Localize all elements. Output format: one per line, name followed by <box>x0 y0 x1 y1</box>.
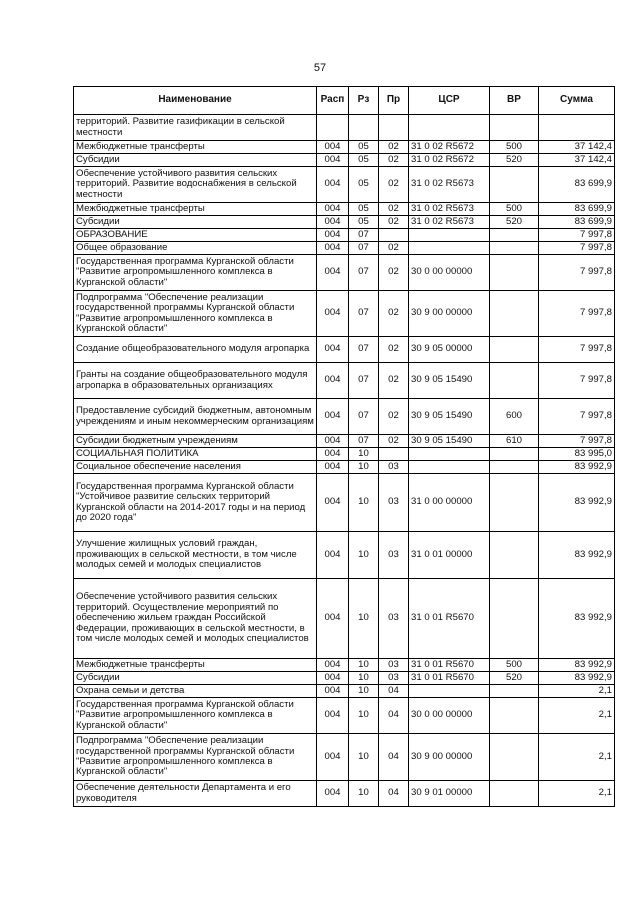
cell-sum: 83 992,9 <box>539 461 615 474</box>
table-row <box>74 115 615 141</box>
cell-name: Государственная программа Курганской области "Развитие агропромышленного комплекса в Курганской области" <box>74 255 317 291</box>
cell-vr: 500 <box>490 141 539 154</box>
cell-pr: 04 <box>379 685 409 698</box>
cell-name: ОБРАЗОВАНИЕ <box>74 229 317 242</box>
cell-sum: 7 997,8 <box>539 242 615 255</box>
cell-name: Общее образование <box>74 242 317 255</box>
cell-sum: 83 995,0 <box>539 448 615 461</box>
cell-name: Субсидии <box>74 672 317 685</box>
cell-name: Субсидии бюджетным учреждениям <box>74 435 317 448</box>
cell-name: Улучшение жилищных условий граждан, проживающих в сельской местности, в том числе молодых семей и молодых специалистов <box>74 532 317 579</box>
cell-vr <box>490 448 539 461</box>
cell-pr: 02 <box>379 242 409 255</box>
cell-csr: 31 0 02 R5673 <box>409 216 490 229</box>
table-row <box>74 255 615 291</box>
cell-pr: 02 <box>379 203 409 216</box>
cell-csr: 30 9 00 00000 <box>409 291 490 337</box>
cell-pr: 02 <box>379 399 409 435</box>
cell-vr <box>490 781 539 807</box>
cell-csr: 31 0 02 R5673 <box>409 203 490 216</box>
cell-name: Государственная программа Курганской области "Устойчивое развитие сельских территорий Курганской области на 2014-2017 годы и на период до 2020 года" <box>74 474 317 532</box>
cell-vr <box>490 532 539 579</box>
cell-vr <box>490 685 539 698</box>
cell-rasp: 004 <box>317 229 349 242</box>
cell-name: Гранты на создание общеобразовательного модуля агропарка в образовательных организациях <box>74 363 317 399</box>
cell-vr <box>490 474 539 532</box>
cell-sum: 7 997,8 <box>539 363 615 399</box>
cell-vr <box>490 734 539 781</box>
table-row <box>74 229 615 242</box>
cell-sum: 2,1 <box>539 698 615 734</box>
cell-csr: 31 0 02 R5672 <box>409 154 490 167</box>
cell-pr: 02 <box>379 255 409 291</box>
cell-rz: 07 <box>349 255 379 291</box>
column-header-csr: ЦСР <box>409 87 490 115</box>
page-number: 57 <box>313 62 327 74</box>
cell-rasp: 004 <box>317 672 349 685</box>
cell-rz: 05 <box>349 141 379 154</box>
table-row <box>74 203 615 216</box>
cell-csr <box>409 229 490 242</box>
cell-rasp: 004 <box>317 167 349 203</box>
cell-name: СОЦИАЛЬНАЯ ПОЛИТИКА <box>74 448 317 461</box>
cell-vr <box>490 461 539 474</box>
cell-vr: 520 <box>490 216 539 229</box>
cell-sum: 83 992,9 <box>539 672 615 685</box>
column-header-rz: Рз <box>349 87 379 115</box>
cell-name: Межбюджетные трансферты <box>74 141 317 154</box>
cell-rasp: 004 <box>317 474 349 532</box>
cell-csr <box>409 115 490 141</box>
column-header-rasp: Расп <box>317 87 349 115</box>
column-header-pr: Пр <box>379 87 409 115</box>
cell-rasp: 004 <box>317 461 349 474</box>
cell-sum: 7 997,8 <box>539 229 615 242</box>
cell-vr: 500 <box>490 659 539 672</box>
table-row <box>74 337 615 363</box>
cell-vr: 610 <box>490 435 539 448</box>
cell-rz: 10 <box>349 781 379 807</box>
cell-vr: 520 <box>490 154 539 167</box>
cell-rz: 10 <box>349 474 379 532</box>
cell-rz: 10 <box>349 448 379 461</box>
cell-vr <box>490 291 539 337</box>
table-row <box>74 781 615 807</box>
cell-rz: 05 <box>349 203 379 216</box>
budget-table <box>73 86 615 807</box>
cell-rasp: 004 <box>317 734 349 781</box>
cell-rasp: 004 <box>317 685 349 698</box>
cell-sum: 83 992,9 <box>539 474 615 532</box>
cell-vr <box>490 115 539 141</box>
cell-csr: 31 0 00 00000 <box>409 474 490 532</box>
cell-name: Обеспечение устойчивого развития сельских территорий. Развитие водоснабжения в сельской местности <box>74 167 317 203</box>
cell-sum: 37 142,4 <box>539 154 615 167</box>
cell-name: Социальное обеспечение населения <box>74 461 317 474</box>
cell-rasp: 004 <box>317 216 349 229</box>
cell-vr <box>490 229 539 242</box>
cell-name: Субсидии <box>74 154 317 167</box>
cell-name: Обеспечение устойчивого развития сельских территорий. Осуществление мероприятий по обеспечению жильем граждан Российской Федерации, проживающих в сельской местности, в том числе молодых семей и молодых специалистов <box>74 579 317 659</box>
cell-pr: 04 <box>379 734 409 781</box>
cell-rasp: 004 <box>317 532 349 579</box>
cell-vr: 500 <box>490 203 539 216</box>
cell-pr: 02 <box>379 435 409 448</box>
cell-rz: 10 <box>349 672 379 685</box>
cell-rasp <box>317 115 349 141</box>
cell-sum: 83 992,9 <box>539 659 615 672</box>
cell-rasp: 004 <box>317 781 349 807</box>
table-row <box>74 579 615 659</box>
table-row <box>74 659 615 672</box>
cell-pr: 03 <box>379 672 409 685</box>
cell-pr: 03 <box>379 532 409 579</box>
table-row <box>74 154 615 167</box>
cell-rz <box>349 115 379 141</box>
cell-csr: 30 9 00 00000 <box>409 734 490 781</box>
cell-sum: 7 997,8 <box>539 435 615 448</box>
cell-rz: 07 <box>349 337 379 363</box>
cell-pr <box>379 229 409 242</box>
cell-sum: 83 699,9 <box>539 167 615 203</box>
cell-rz: 10 <box>349 532 379 579</box>
cell-name: Межбюджетные трансферты <box>74 203 317 216</box>
cell-rz: 10 <box>349 461 379 474</box>
cell-rasp: 004 <box>317 242 349 255</box>
cell-rz: 10 <box>349 579 379 659</box>
table-row <box>74 734 615 781</box>
cell-sum: 83 992,9 <box>539 579 615 659</box>
cell-rasp: 004 <box>317 448 349 461</box>
cell-pr: 02 <box>379 337 409 363</box>
column-header-sum: Сумма <box>539 87 615 115</box>
cell-rz: 07 <box>349 363 379 399</box>
cell-pr <box>379 115 409 141</box>
table-row <box>74 448 615 461</box>
cell-sum: 83 699,9 <box>539 203 615 216</box>
cell-csr: 30 9 05 00000 <box>409 337 490 363</box>
cell-name: Межбюджетные трансферты <box>74 659 317 672</box>
cell-name: Создание общеобразовательного модуля агропарка <box>74 337 317 363</box>
table-row <box>74 435 615 448</box>
cell-rasp: 004 <box>317 255 349 291</box>
cell-csr: 31 0 01 00000 <box>409 532 490 579</box>
cell-rz: 07 <box>349 242 379 255</box>
table-row <box>74 141 615 154</box>
cell-pr: 04 <box>379 698 409 734</box>
cell-pr: 03 <box>379 461 409 474</box>
cell-name: Государственная программа Курганской области "Развитие агропромышленного комплекса в Курганской области" <box>74 698 317 734</box>
cell-vr <box>490 242 539 255</box>
cell-csr: 30 9 05 15490 <box>409 435 490 448</box>
cell-csr: 31 0 01 R5670 <box>409 672 490 685</box>
cell-name: Обеспечение деятельности Департамента и его руководителя <box>74 781 317 807</box>
cell-pr: 02 <box>379 141 409 154</box>
cell-rasp: 004 <box>317 435 349 448</box>
cell-pr: 02 <box>379 216 409 229</box>
cell-rasp: 004 <box>317 203 349 216</box>
cell-pr: 02 <box>379 167 409 203</box>
cell-rasp: 004 <box>317 141 349 154</box>
cell-rasp: 004 <box>317 337 349 363</box>
cell-rz: 10 <box>349 685 379 698</box>
table-row <box>74 672 615 685</box>
cell-rasp: 004 <box>317 291 349 337</box>
table-row <box>74 216 615 229</box>
cell-pr: 02 <box>379 154 409 167</box>
cell-rasp: 004 <box>317 154 349 167</box>
cell-csr: 31 0 02 R5672 <box>409 141 490 154</box>
cell-rz: 05 <box>349 216 379 229</box>
cell-sum <box>539 115 615 141</box>
cell-csr: 31 0 02 R5673 <box>409 167 490 203</box>
cell-sum: 83 992,9 <box>539 532 615 579</box>
cell-sum: 2,1 <box>539 734 615 781</box>
cell-vr <box>490 167 539 203</box>
cell-rz: 07 <box>349 435 379 448</box>
cell-pr: 04 <box>379 781 409 807</box>
table-row <box>74 242 615 255</box>
cell-vr: 600 <box>490 399 539 435</box>
cell-pr: 03 <box>379 579 409 659</box>
column-header-name: Наименование <box>74 87 317 115</box>
cell-name: Подпрограмма "Обеспечение реализации государственной программы Курганской области "Развитие агропромышленного комплекса в Курганской области" <box>74 734 317 781</box>
table-row <box>74 698 615 734</box>
cell-vr: 520 <box>490 672 539 685</box>
cell-vr <box>490 255 539 291</box>
cell-sum: 83 699,9 <box>539 216 615 229</box>
cell-rasp: 004 <box>317 659 349 672</box>
header-row <box>74 87 615 115</box>
table-row <box>74 685 615 698</box>
cell-pr: 02 <box>379 291 409 337</box>
cell-csr: 31 0 01 R5670 <box>409 659 490 672</box>
cell-csr: 30 9 01 00000 <box>409 781 490 807</box>
cell-sum: 7 997,8 <box>539 399 615 435</box>
cell-name: Охрана семьи и детства <box>74 685 317 698</box>
cell-rz: 10 <box>349 734 379 781</box>
cell-name: территорий. Развитие газификации в сельской местности <box>74 115 317 141</box>
cell-sum: 7 997,8 <box>539 291 615 337</box>
cell-rz: 10 <box>349 659 379 672</box>
table-row <box>74 461 615 474</box>
table-row <box>74 474 615 532</box>
cell-csr: 31 0 01 R5670 <box>409 579 490 659</box>
cell-csr <box>409 685 490 698</box>
cell-rasp: 004 <box>317 579 349 659</box>
cell-name: Предоставление субсидий бюджетным, автономным учреждениям и иным некоммерческим организациям <box>74 399 317 435</box>
cell-rasp: 004 <box>317 399 349 435</box>
cell-rasp: 004 <box>317 363 349 399</box>
table-row <box>74 532 615 579</box>
cell-rz: 07 <box>349 291 379 337</box>
cell-sum: 2,1 <box>539 685 615 698</box>
cell-csr <box>409 448 490 461</box>
cell-csr: 30 9 05 15490 <box>409 399 490 435</box>
cell-vr <box>490 579 539 659</box>
cell-rz: 05 <box>349 167 379 203</box>
column-header-vr: ВР <box>490 87 539 115</box>
cell-csr: 30 0 00 00000 <box>409 698 490 734</box>
cell-pr: 03 <box>379 474 409 532</box>
table-row <box>74 291 615 337</box>
cell-vr <box>490 363 539 399</box>
cell-pr: 02 <box>379 363 409 399</box>
cell-name: Субсидии <box>74 216 317 229</box>
cell-vr <box>490 337 539 363</box>
cell-csr: 30 0 00 00000 <box>409 255 490 291</box>
cell-vr <box>490 698 539 734</box>
cell-pr <box>379 448 409 461</box>
cell-sum: 2,1 <box>539 781 615 807</box>
table-row <box>74 399 615 435</box>
table-row <box>74 167 615 203</box>
cell-csr: 30 9 05 15490 <box>409 363 490 399</box>
table-row <box>74 363 615 399</box>
cell-rz: 05 <box>349 154 379 167</box>
cell-rz: 10 <box>349 698 379 734</box>
cell-name: Подпрограмма "Обеспечение реализации государственной программы Курганской области "Развитие агропромышленного комплекса в Курганской области" <box>74 291 317 337</box>
cell-sum: 7 997,8 <box>539 337 615 363</box>
cell-rz: 07 <box>349 399 379 435</box>
cell-rz: 07 <box>349 229 379 242</box>
cell-pr: 03 <box>379 659 409 672</box>
cell-csr <box>409 461 490 474</box>
cell-rasp: 004 <box>317 698 349 734</box>
cell-sum: 37 142,4 <box>539 141 615 154</box>
cell-sum: 7 997,8 <box>539 255 615 291</box>
cell-csr <box>409 242 490 255</box>
